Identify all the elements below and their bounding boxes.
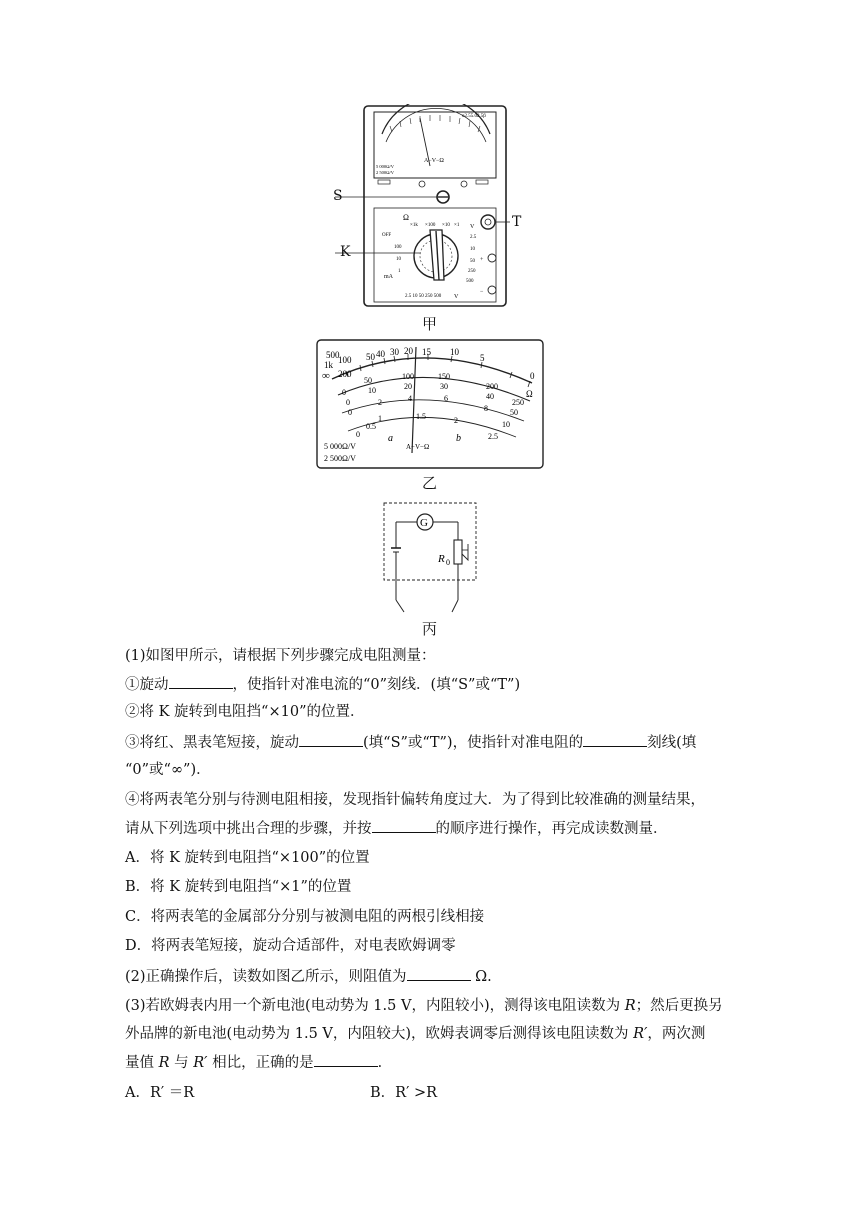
question-2-a: (2)正确操作后，读数如图乙所示，则阻值为 <box>125 969 407 985</box>
ac-2: 2 <box>454 416 458 425</box>
dc-50: 50 <box>364 376 372 385</box>
step-4: ④将两表笔分别与待测电阻相接，发现指针偏转角度过大．为了得到比较准确的测量结果， <box>125 792 705 808</box>
v-10-label: 10 <box>470 247 475 252</box>
label-S: S <box>333 188 343 204</box>
galvanometer-label: G <box>420 517 428 529</box>
meter-scale-figure <box>316 339 544 469</box>
dcl-0: 0 <box>346 398 350 407</box>
ac-25: 2.5 <box>488 432 498 441</box>
blank-s3-knob[interactable] <box>299 732 363 747</box>
ma-10-label: 10 <box>396 257 401 262</box>
ohm-10: 10 <box>450 347 459 357</box>
blank-q3[interactable] <box>314 1052 378 1067</box>
x100-label: ×100 <box>425 223 436 228</box>
range-note: ᴏ2.55.02.5β <box>462 114 486 119</box>
dcl-20: 20 <box>404 382 412 391</box>
blank-s4-order[interactable] <box>372 818 436 833</box>
ohm-50: 50 <box>366 352 375 362</box>
blank-s3-line[interactable] <box>583 732 647 747</box>
dcl-10: 10 <box>368 386 376 395</box>
resistor-subscript: 0 <box>446 558 450 567</box>
ma-1-label: 1 <box>398 269 401 274</box>
ohm-adjust-knob-T[interactable] <box>481 215 495 229</box>
caption-bing: 丙 <box>422 620 438 638</box>
off-label: OFF <box>382 233 392 238</box>
step-3-b: (填“S”或“T”)，使指针对准电阻的 <box>363 735 584 751</box>
v-250-label: 250 <box>468 269 476 274</box>
step-3-cont: “0”或“∞”)． <box>125 762 211 778</box>
answer-B[interactable]: B．R′ >R <box>370 1085 438 1101</box>
step-1 <box>125 674 520 695</box>
dc-150: 150 <box>438 372 450 381</box>
question-2-b: Ω. <box>470 969 492 985</box>
step-2: ②将 K 旋转到电阻挡“×10”的位置． <box>125 704 365 720</box>
x10-label: ×10 <box>442 223 450 228</box>
ohm-40: 40 <box>376 349 385 359</box>
ohm-30: 30 <box>390 347 399 357</box>
label-K: K <box>340 244 351 260</box>
q3-b: ；然后更换另 <box>635 998 723 1014</box>
blank-q2[interactable] <box>407 966 471 981</box>
v-50-label: 50 <box>470 259 475 264</box>
step-4-c: 的顺序进行操作，再完成读数测量． <box>435 821 668 837</box>
ohm-1k: 1k <box>324 360 333 370</box>
ac-05: 0.5 <box>366 422 376 431</box>
minus-label: − <box>480 289 484 295</box>
v-6: 6 <box>444 394 448 403</box>
dial-center-label: A−V−Ω <box>424 158 444 164</box>
ohm-0: 0 <box>530 371 535 381</box>
caption-jia: 甲 <box>422 315 438 333</box>
option-B: B．将 K 旋转到电阻挡“×1”的位置 <box>125 879 352 895</box>
jack-plus[interactable] <box>488 254 496 262</box>
q3-a: (3)若欧姆表内用一个新电池(电动势为 1.5 V，内阻较小)，测得该电阻读数为 <box>125 998 625 1014</box>
bottom-v-label: V <box>454 294 459 300</box>
q3-f: 与 <box>169 1055 194 1071</box>
dc-200: 200 <box>486 382 498 391</box>
q3-d: ，两次测 <box>647 1026 706 1042</box>
dc-100: 100 <box>402 372 414 381</box>
step-1-b: ，使指针对准电流的“0”刻线．(填“S”或“T”) <box>232 677 521 693</box>
ohm-5: 5 <box>480 353 485 363</box>
jack-minus[interactable] <box>488 286 496 294</box>
ohm-100: 100 <box>338 355 352 365</box>
v-8: 8 <box>484 404 488 413</box>
scale-a: a <box>388 433 393 444</box>
question-2 <box>125 966 492 987</box>
resistor-label: R <box>438 553 445 565</box>
ac-1: 1 <box>378 414 382 423</box>
ohm-symbol: Ω <box>403 213 409 222</box>
blank-s1[interactable] <box>169 674 233 689</box>
q3-g: 相比，正确的是 <box>207 1055 314 1071</box>
question-3-line3 <box>125 1052 392 1073</box>
x1-label: ×1 <box>454 223 460 228</box>
v-4: 4 <box>408 394 412 403</box>
note-5000: 5 000Ω/V <box>376 164 394 169</box>
dcl-40: 40 <box>486 392 494 401</box>
ohm-unit: Ω <box>526 389 533 399</box>
v-25-label: 2.5 <box>470 235 477 240</box>
label-T: T <box>512 214 522 230</box>
q3-e: 量值 <box>125 1055 159 1071</box>
answer-A[interactable]: A．R′ ＝R <box>125 1085 195 1101</box>
v-2: 2 <box>378 398 382 407</box>
note-2500: 2 500Ω/V <box>324 454 356 463</box>
bottom-scale: 2.5 10 50 250 500 <box>405 294 442 299</box>
note-2500: 2 500Ω/V <box>376 170 394 175</box>
step-1-a: ①旋动 <box>125 677 169 693</box>
v-0: 0 <box>348 408 352 417</box>
option-A: A．将 K 旋转到电阻挡“×100”的位置 <box>125 850 370 866</box>
note-5000: 5 000Ω/V <box>324 442 356 451</box>
ac-15: 1.5 <box>416 412 426 421</box>
step-3-c: 刻线(填 <box>647 735 697 751</box>
q3-R: R <box>624 998 636 1014</box>
multimeter-figure <box>330 104 530 310</box>
circuit-figure <box>382 502 480 618</box>
caption-yi: 乙 <box>422 474 438 492</box>
plus-label: + <box>480 257 484 263</box>
ohm-200: 200 <box>338 369 352 379</box>
ma-100-label: 100 <box>394 245 402 250</box>
option-D: D．将两表笔短接，旋动合适部件，对电表欧姆调零 <box>125 938 456 954</box>
dcl-50: 50 <box>510 408 518 417</box>
step-4-b: 请从下列选项中挑出合理的步骤，并按 <box>125 821 372 837</box>
dc-0: 0 <box>342 388 346 397</box>
q3-Rp: R′ <box>633 1026 648 1042</box>
scale-b: b <box>456 433 461 444</box>
ohm-500: 500 <box>326 350 340 360</box>
ohm-15: 15 <box>422 347 431 357</box>
x1k-label: ×1k <box>410 223 418 228</box>
step-3-a: ③将红、黑表笔短接，旋动 <box>125 735 299 751</box>
resistor-R0 <box>454 540 462 564</box>
dcl-30: 30 <box>440 382 448 391</box>
question-3-line2 <box>125 1024 705 1044</box>
v-500-label: 500 <box>466 279 474 284</box>
ac-0: 0 <box>356 430 360 439</box>
question-3-line1 <box>125 996 723 1016</box>
step-3 <box>125 732 696 753</box>
dc-250: 250 <box>512 398 524 407</box>
q3-h: ． <box>377 1055 393 1071</box>
ma-label: mA <box>384 274 393 280</box>
center-label: A−V−Ω <box>406 443 430 451</box>
q3-Rp2: R′ <box>193 1055 208 1071</box>
infinity-symbol: ∞ <box>322 370 330 382</box>
step-4-cont <box>125 818 668 839</box>
question-1: (1)如图甲所示，请根据下列步骤完成电阻测量： <box>125 648 436 664</box>
q3-R2: R <box>158 1055 170 1071</box>
ohm-20: 20 <box>404 346 413 356</box>
v-10: 10 <box>502 420 510 429</box>
option-C: C．将两表笔的金属部分分别与被测电阻的两根引线相接 <box>125 909 485 925</box>
v-label-top: V <box>470 224 475 230</box>
q3-c: 外品牌的新电池(电动势为 1.5 V，内阻较大)，欧姆表调零后测得该电阻读数为 <box>125 1026 634 1042</box>
